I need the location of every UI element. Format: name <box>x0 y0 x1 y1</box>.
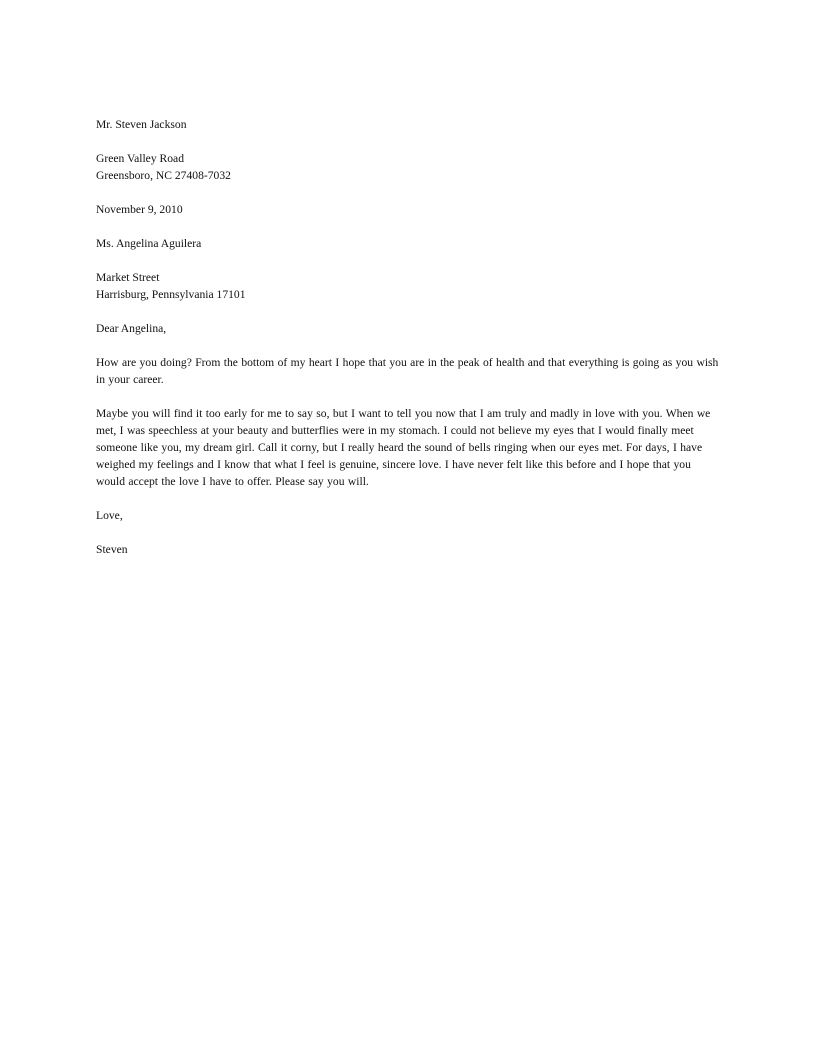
letter-date-block <box>96 201 720 218</box>
body-paragraph-1: How are you doing? From the bottom of my heart I hope that you are in the peak of health and that everything is going as you wish in your career. <box>96 356 719 386</box>
recipient-street: Market Street <box>96 271 160 284</box>
sender-address <box>96 150 720 184</box>
closing: Love, <box>96 509 123 522</box>
recipient-address <box>96 269 720 303</box>
sender-name-block <box>96 116 720 133</box>
salutation: Dear Angelina, <box>96 322 167 335</box>
letter-body <box>96 116 720 575</box>
sender-city-line: Greensboro, NC 27408-7032 <box>96 169 231 182</box>
sender-name: Mr. Steven Jackson <box>96 118 187 131</box>
signature-block <box>96 541 720 558</box>
recipient-city-line: Harrisburg, Pennsylvania 17101 <box>96 288 246 301</box>
recipient-name-block <box>96 235 720 252</box>
closing-block <box>96 507 720 524</box>
letter-date: November 9, 2010 <box>96 203 183 216</box>
signature: Steven <box>96 543 128 556</box>
body-paragraph-2: Maybe you will find it too early for me to say so, but I want to tell you now that I am truly and madly in love with you. When we met, I was speechless at your beauty and butterflies were in my stomach. I could not believe my eyes that I would finally meet someone like you, my dream girl. Call it corny, but I really heard the sound of bells ringing when our eyes met. For days, I have weighed my feelings and I know that what I feel is genuine, sincere love. I have never felt like this before and I hope that you would accept the love I have to offer. Please say you will. <box>96 407 711 488</box>
sender-street: Green Valley Road <box>96 152 184 165</box>
recipient-name: Ms. Angelina Aguilera <box>96 237 202 250</box>
salutation-block <box>96 320 720 337</box>
